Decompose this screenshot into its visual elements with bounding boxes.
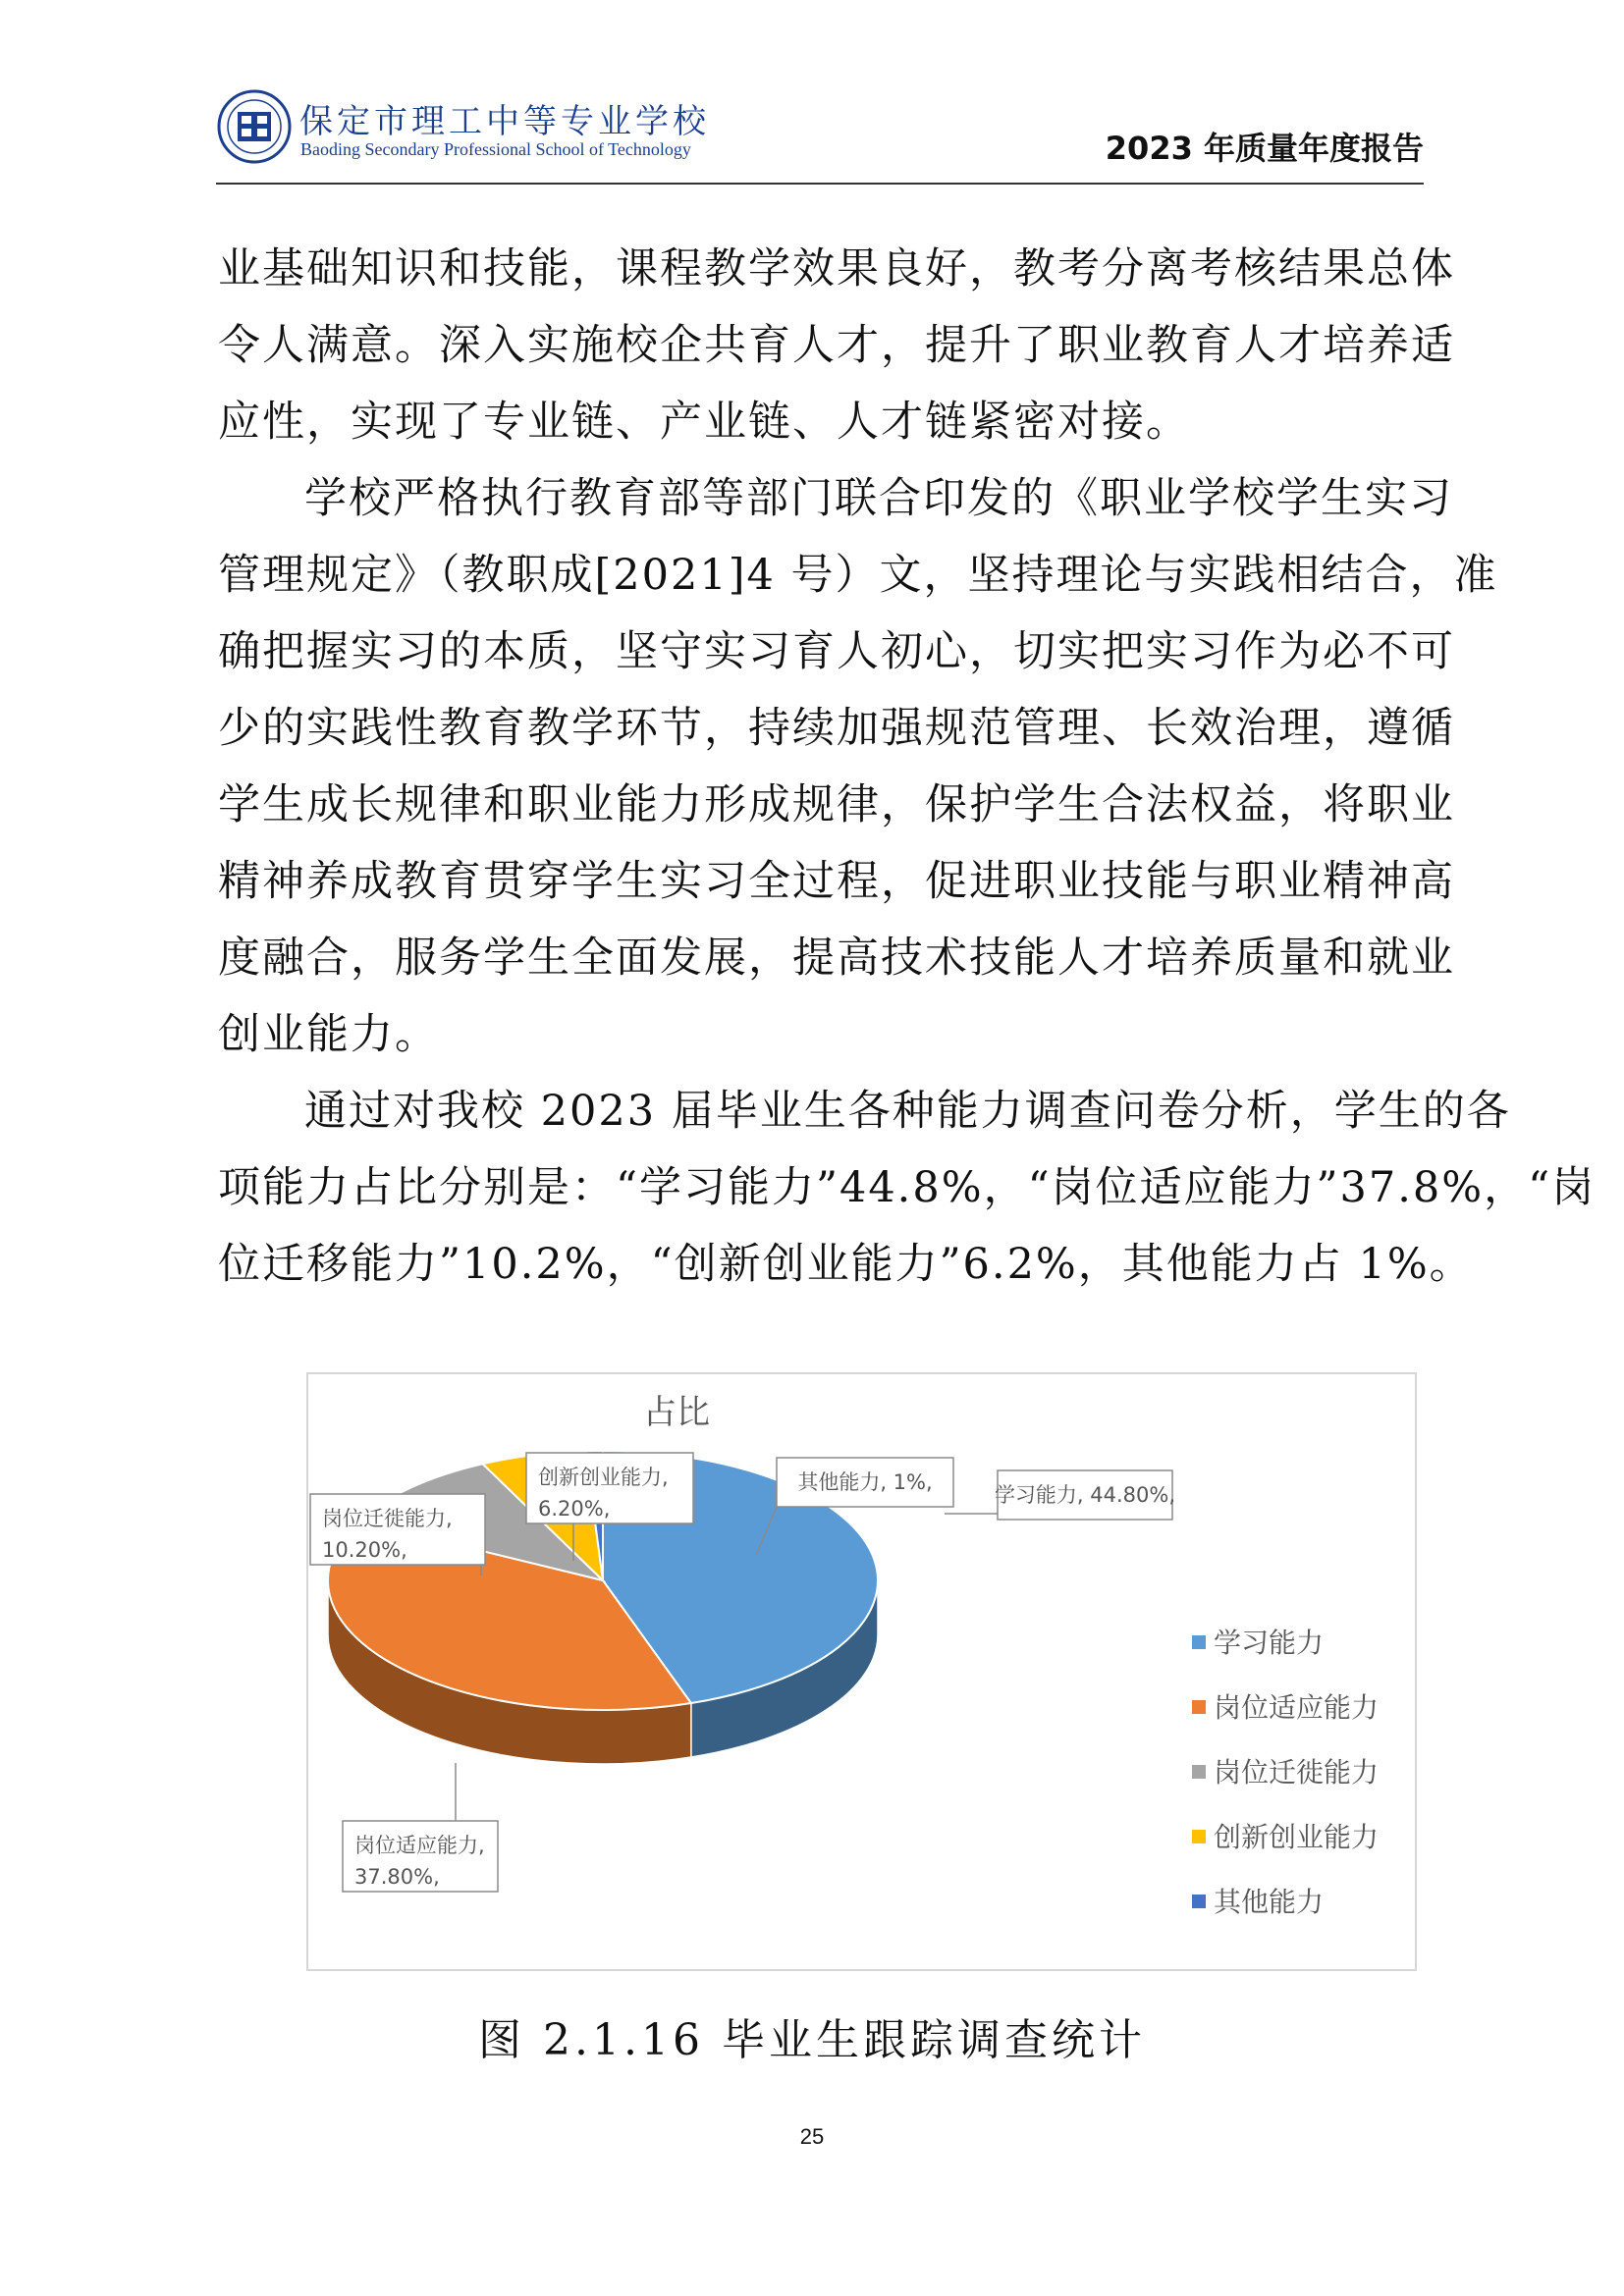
figure-caption: 图 2.1.16 毕业生跟踪调查统计 <box>478 2015 1146 2065</box>
data-label-text: 学习能力, 44.80%, <box>994 1483 1176 1507</box>
body-text <box>218 231 1597 1303</box>
page-header <box>216 88 1424 187</box>
legend-label-4: 其他能力 <box>1214 1886 1325 1918</box>
legend-swatch-0 <box>1192 1635 1206 1649</box>
body-line: 确把握实习的本质，坚守实习育人初心，切实把实习作为必不可 <box>218 627 1455 676</box>
data-label-text: 岗位迁徙能力, <box>322 1507 453 1530</box>
body-line: 学生成长规律和职业能力形成规律，保护学生合法权益，将职业 <box>218 780 1455 829</box>
report-title: 2023 年质量年度报告 <box>1105 130 1424 167</box>
legend-swatch-3 <box>1192 1830 1206 1843</box>
body-line: 项能力占比分别是：“学习能力”44.8%，“岗位适应能力”37.8%，“岗 <box>218 1163 1597 1212</box>
chart-legend <box>1192 1627 1379 1918</box>
data-label-text: 岗位适应能力, <box>354 1834 485 1857</box>
chart-title: 占比 <box>643 1393 710 1432</box>
body-line: 令人满意。深入实施校企共育人才，提升了职业教育人才培养适 <box>218 321 1455 370</box>
body-line: 业基础知识和技能，课程教学效果良好，教考分离考核结果总体 <box>218 244 1455 294</box>
page-number: 25 <box>799 2124 825 2149</box>
legend-label-1: 岗位适应能力 <box>1214 1691 1380 1724</box>
legend-label-3: 创新创业能力 <box>1214 1821 1380 1853</box>
legend-label-2: 岗位迁徙能力 <box>1214 1756 1380 1789</box>
data-label-1 <box>343 1763 498 1892</box>
legend-label-0: 学习能力 <box>1214 1627 1325 1659</box>
legend-swatch-2 <box>1192 1765 1206 1779</box>
data-label-text: 创新创业能力, <box>538 1466 669 1489</box>
data-label-text: 37.80%, <box>354 1865 440 1889</box>
header-divider <box>216 183 1424 185</box>
body-line: 管理规定》（教职成[2021]4 号）文，坚持理论与实践相结合，准 <box>218 551 1498 600</box>
data-label-text: 10.20%, <box>322 1538 407 1562</box>
body-line: 少的实践性教育教学环节，持续加强规范管理、长效治理，遵循 <box>218 704 1455 753</box>
body-line: 度融合，服务学生全面发展，提高技术技能人才培养质量和就业 <box>218 934 1455 983</box>
pie-chart <box>306 1372 1417 1971</box>
school-name-en: Baoding Secondary Professional School of Technology <box>300 139 691 159</box>
body-line: 创业能力。 <box>218 1010 439 1059</box>
legend-swatch-4 <box>1192 1895 1206 1908</box>
body-line: 应性，实现了专业链、产业链、人才链紧密对接。 <box>218 398 1190 447</box>
data-label-0 <box>945 1470 1175 1520</box>
data-label-text: 6.20%, <box>538 1497 611 1521</box>
school-name-cn: 保定市理工中等专业学校 <box>299 102 710 141</box>
data-label-2 <box>310 1494 485 1575</box>
data-label-text: 其他能力, 1%, <box>797 1470 933 1494</box>
body-line: 学校严格执行教育部等部门联合印发的《职业学校学生实习 <box>304 474 1453 523</box>
school-logo <box>216 88 293 165</box>
body-line: 精神养成教育贯穿学生实习全过程，促进职业技能与职业精神高 <box>218 857 1455 906</box>
legend-swatch-1 <box>1192 1700 1206 1714</box>
chart-canvas <box>308 1374 1415 1969</box>
body-line: 通过对我校 2023 届毕业生各种能力调查问卷分析，学生的各 <box>304 1087 1511 1136</box>
body-line: 位迁移能力”10.2%，“创新创业能力”6.2%，其他能力占 1%。 <box>218 1240 1474 1289</box>
